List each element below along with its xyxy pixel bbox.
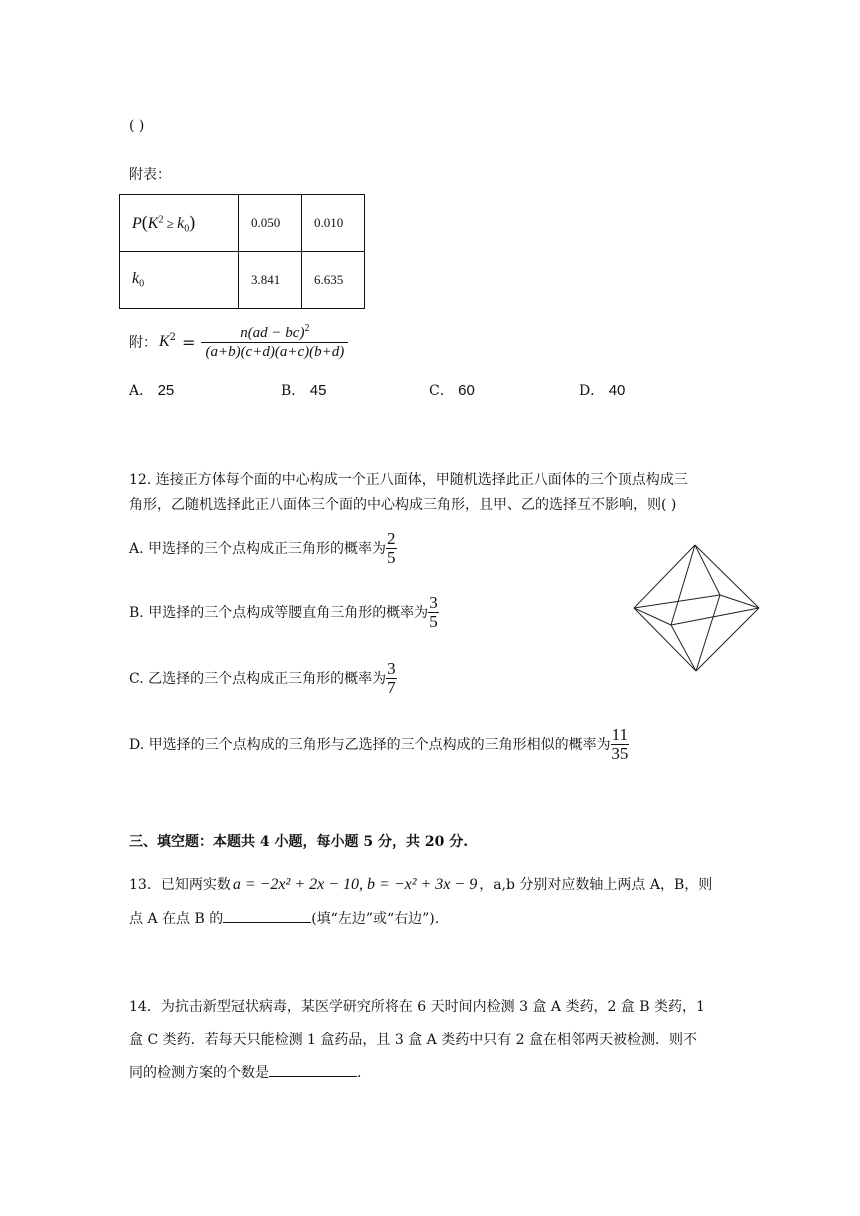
table-row-label: $k_0$ — [120, 252, 239, 309]
answer-paren: ( ) — [129, 118, 145, 134]
answer-blank[interactable] — [269, 1064, 357, 1077]
table-cell: 6.635 — [302, 252, 365, 309]
formula-prefix: 附： — [129, 335, 157, 351]
q14-line3: 同的检测方案的个数是 . — [129, 1065, 362, 1081]
q13-expression: a = −2x² + 2x − 10, b = −x² + 3x − 9 — [232, 876, 478, 893]
table-cell: 0.010 — [302, 195, 365, 252]
formula-denominator: (a+b)(c+d)(a+c)(b+d) — [205, 343, 345, 360]
chi-square-formula: 附： K $^2$ = $\frac{n(ad - bc)^2}{(a+b)(c+d)(a+c)(b+d)}$ — [129, 318, 348, 366]
q11-option-c: C． 60 — [429, 382, 475, 399]
q14-line2: 盒 C 类药．若每天只能检测 1 盒药品，且 3 盒 A 类药中只有 2 盒在相邻两天被检测．则不 — [129, 1032, 698, 1048]
formula-lhs: K — [159, 333, 170, 350]
q12-line2: 角形，乙随机选择此正八面体三个面的中心构成三角形，且甲、乙的选择互不影响，则( ) — [129, 497, 677, 513]
table-cell: 3.841 — [239, 252, 302, 309]
q12-option-a: A. 甲选择的三个点构成正三角形的概率为 $\frac{2}{5}$ — [129, 529, 396, 567]
q12-option-d: D. 甲选择的三个点构成的三角形与乙选择的三个点构成的三角形相似的概率为 $\frac{11}{35}$ — [129, 725, 629, 763]
answer-blank[interactable] — [223, 910, 311, 923]
octahedron-figure — [626, 540, 766, 676]
q11-option-a: A． 25 — [129, 382, 175, 399]
q12-option-c: C. 乙选择的三个点构成正三角形的概率为 $\frac{3}{7}$ — [129, 659, 396, 697]
q13-line1: 13．已知两实数 a = −2x² + 2x − 10, b = −x² + 3x − 9 ，a,b 分别对应数轴上两点 A，B，则 — [129, 876, 713, 893]
q14-line1: 14．为抗击新型冠状病毒，某医学研究所将在 6 天时间内检测 3 盒 A 类药，2 盒 B 类药，1 — [129, 999, 705, 1015]
appendix-label: 附表： — [129, 167, 171, 183]
formula-numerator: n(ad − bc) — [240, 324, 305, 341]
q11-option-d: D． 40 — [579, 382, 626, 399]
table-cell: 0.050 — [239, 195, 302, 252]
table-row-label: $P(K^2 \ge k_0)$ — [120, 195, 239, 252]
q13-line2: 点 A 在点 B 的 (填“左边”或“右边”). — [129, 911, 440, 927]
q12-option-b: B. 甲选择的三个点构成等腰直角三角形的概率为 $\frac{3}{5}$ — [129, 593, 438, 631]
q12-line1: 12. 连接正方体每个面的中心构成一个正八面体，甲随机选择此正八面体的三个顶点构成三 — [129, 472, 688, 488]
q11-option-b: B． 45 — [281, 382, 327, 399]
critical-value-table — [119, 194, 365, 309]
section-heading: 三、填空题：本题共 4 小题，每小题 5 分，共 20 分. — [129, 834, 469, 850]
